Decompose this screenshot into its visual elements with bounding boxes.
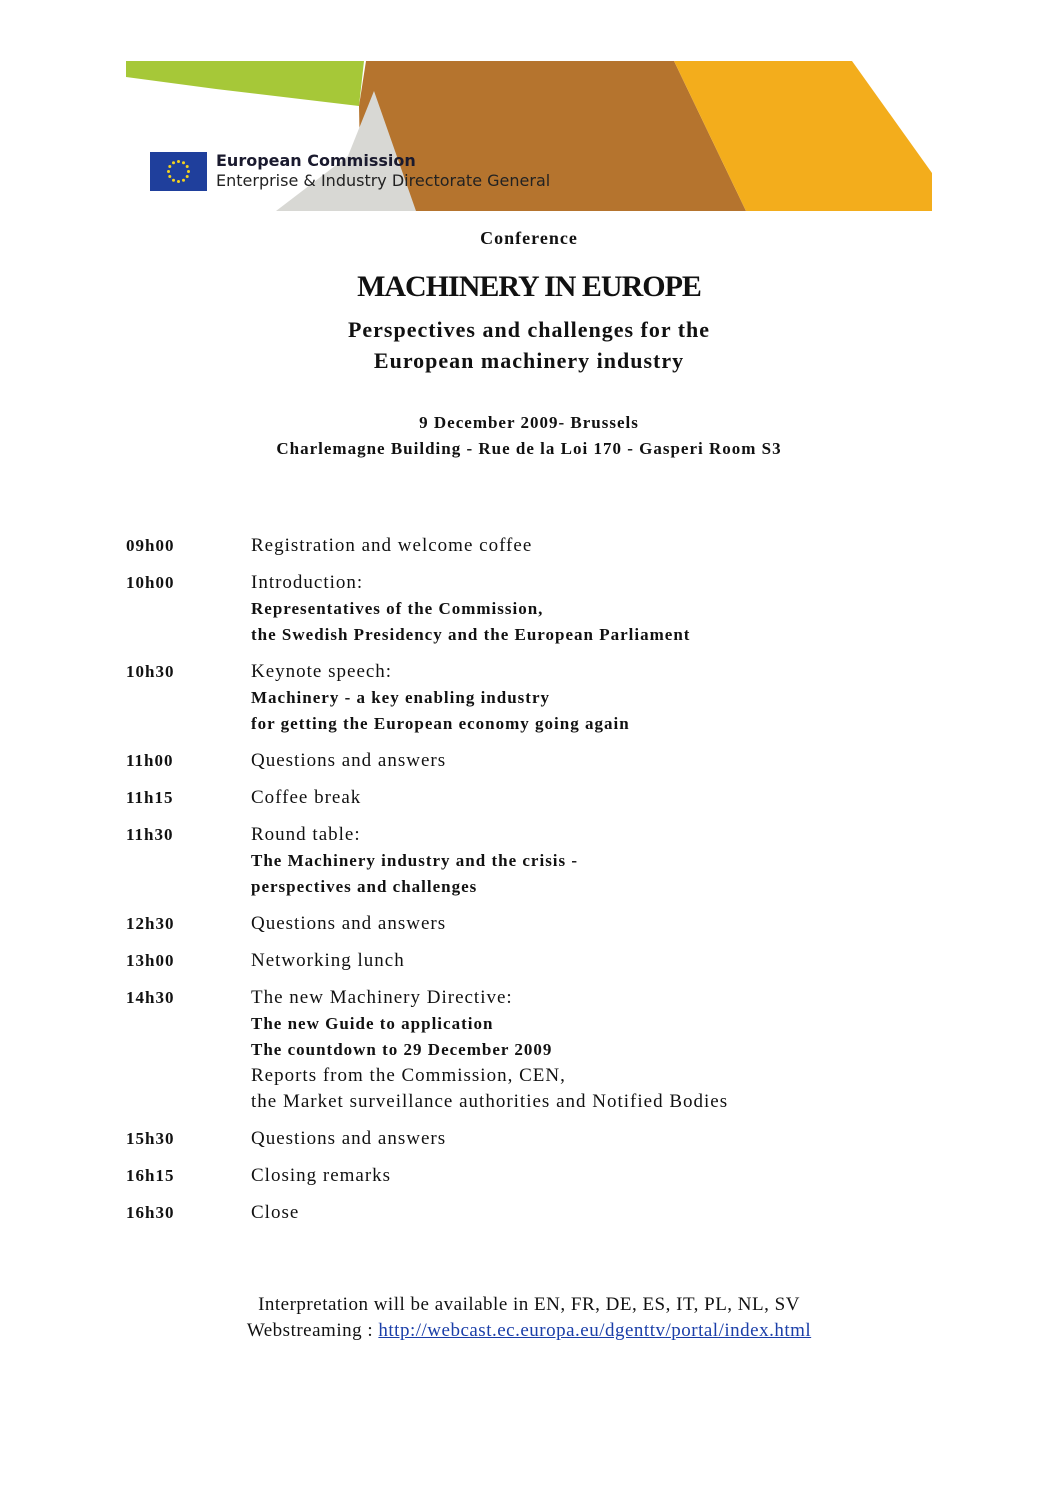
agenda-row bbox=[126, 985, 946, 1115]
dg-name: Enterprise & Industry Directorate General bbox=[216, 171, 551, 190]
agenda-row bbox=[126, 659, 946, 737]
agenda-body bbox=[251, 911, 946, 937]
agenda-time: 16h30 bbox=[126, 1203, 175, 1222]
agenda-time: 13h00 bbox=[126, 951, 175, 970]
ec-logo bbox=[150, 151, 550, 191]
agenda-body bbox=[251, 1163, 946, 1189]
agenda-time: 15h30 bbox=[126, 1129, 175, 1148]
agenda-body bbox=[251, 1200, 946, 1226]
agenda-row bbox=[126, 570, 946, 648]
agenda-body bbox=[251, 822, 946, 900]
subtitle bbox=[0, 314, 1058, 376]
agenda-description: Round table: bbox=[251, 824, 361, 845]
event-venue: Charlemagne Building - Rue de la Loi 170 - Gasperi Room S3 bbox=[276, 439, 782, 458]
webstream-note bbox=[0, 1320, 1058, 1342]
agenda-body bbox=[251, 533, 946, 559]
agenda-body bbox=[251, 659, 946, 737]
webstream-label: Webstreaming : bbox=[246, 1320, 379, 1341]
agenda-description: Questions and answers bbox=[251, 1128, 447, 1149]
agenda-description: Closing remarks bbox=[251, 1165, 392, 1186]
agenda-row bbox=[126, 1163, 946, 1189]
agenda-body bbox=[251, 1126, 946, 1152]
subtitle-line: European machinery industry bbox=[373, 348, 685, 373]
agenda-body bbox=[251, 748, 946, 774]
agenda-row bbox=[126, 785, 946, 811]
subtitle-line: Perspectives and challenges for the bbox=[347, 317, 711, 342]
agenda-detail-line: for getting the European economy going again bbox=[251, 714, 630, 733]
agenda-row bbox=[126, 748, 946, 774]
agenda-description: Introduction: bbox=[251, 572, 364, 593]
conference-label: Conference bbox=[480, 228, 578, 248]
webstream-link[interactable]: http://webcast.ec.europa.eu/dgenttv/portal/index.html bbox=[378, 1320, 812, 1341]
agenda-description: The new Machinery Directive: bbox=[251, 987, 513, 1008]
agenda-detail-line: The new Guide to application bbox=[251, 1014, 494, 1033]
agenda-detail-line: the Swedish Presidency and the European Parliament bbox=[251, 625, 691, 644]
agenda-detail-line: The countdown to 29 December 2009 bbox=[251, 1040, 553, 1059]
agenda-description: Registration and welcome coffee bbox=[251, 535, 533, 556]
agenda-time: 16h15 bbox=[126, 1166, 175, 1185]
agenda-detail-line: Representatives of the Commission, bbox=[251, 599, 544, 618]
agenda-description: Networking lunch bbox=[251, 950, 405, 971]
agenda-description: Keynote speech: bbox=[251, 661, 393, 682]
agenda-detail-line: The Machinery industry and the crisis - bbox=[251, 851, 579, 870]
agenda-body bbox=[251, 570, 946, 648]
org-name: European Commission bbox=[216, 151, 416, 170]
agenda-row bbox=[126, 948, 946, 974]
agenda-row bbox=[126, 822, 946, 900]
agenda-time: 12h30 bbox=[126, 914, 175, 933]
eu-flag-icon bbox=[150, 152, 207, 191]
agenda-list bbox=[126, 533, 946, 1237]
agenda-time: 10h00 bbox=[126, 573, 175, 592]
interpretation-note: Interpretation will be available in EN, FR, DE, ES, IT, PL, NL, SV bbox=[258, 1294, 800, 1315]
agenda-description: Questions and answers bbox=[251, 750, 447, 771]
agenda-body bbox=[251, 948, 946, 974]
agenda-body bbox=[251, 985, 946, 1115]
agenda-time: 11h30 bbox=[126, 825, 174, 844]
event-date: 9 December 2009- Brussels bbox=[419, 413, 639, 432]
agenda-detail-line: Machinery - a key enabling industry bbox=[251, 688, 550, 707]
agenda-time: 11h00 bbox=[126, 751, 174, 770]
agenda-row bbox=[126, 533, 946, 559]
agenda-description: Close bbox=[251, 1202, 300, 1223]
agenda-detail-line: perspectives and challenges bbox=[251, 877, 478, 896]
agenda-row bbox=[126, 911, 946, 937]
agenda-time: 14h30 bbox=[126, 988, 175, 1007]
agenda-description: Questions and answers bbox=[251, 913, 447, 934]
page-title: MACHINERY IN EUROPE bbox=[357, 270, 701, 303]
agenda-body bbox=[251, 785, 946, 811]
agenda-row bbox=[126, 1126, 946, 1152]
agenda-time: 09h00 bbox=[126, 536, 175, 555]
agenda-time: 10h30 bbox=[126, 662, 175, 681]
agenda-detail-line: the Market surveillance authorities and Notified Bodies bbox=[251, 1091, 729, 1112]
agenda-description: Coffee break bbox=[251, 787, 362, 808]
agenda-time: 11h15 bbox=[126, 788, 174, 807]
agenda-row bbox=[126, 1200, 946, 1226]
agenda-detail-line: Reports from the Commission, CEN, bbox=[251, 1065, 566, 1086]
